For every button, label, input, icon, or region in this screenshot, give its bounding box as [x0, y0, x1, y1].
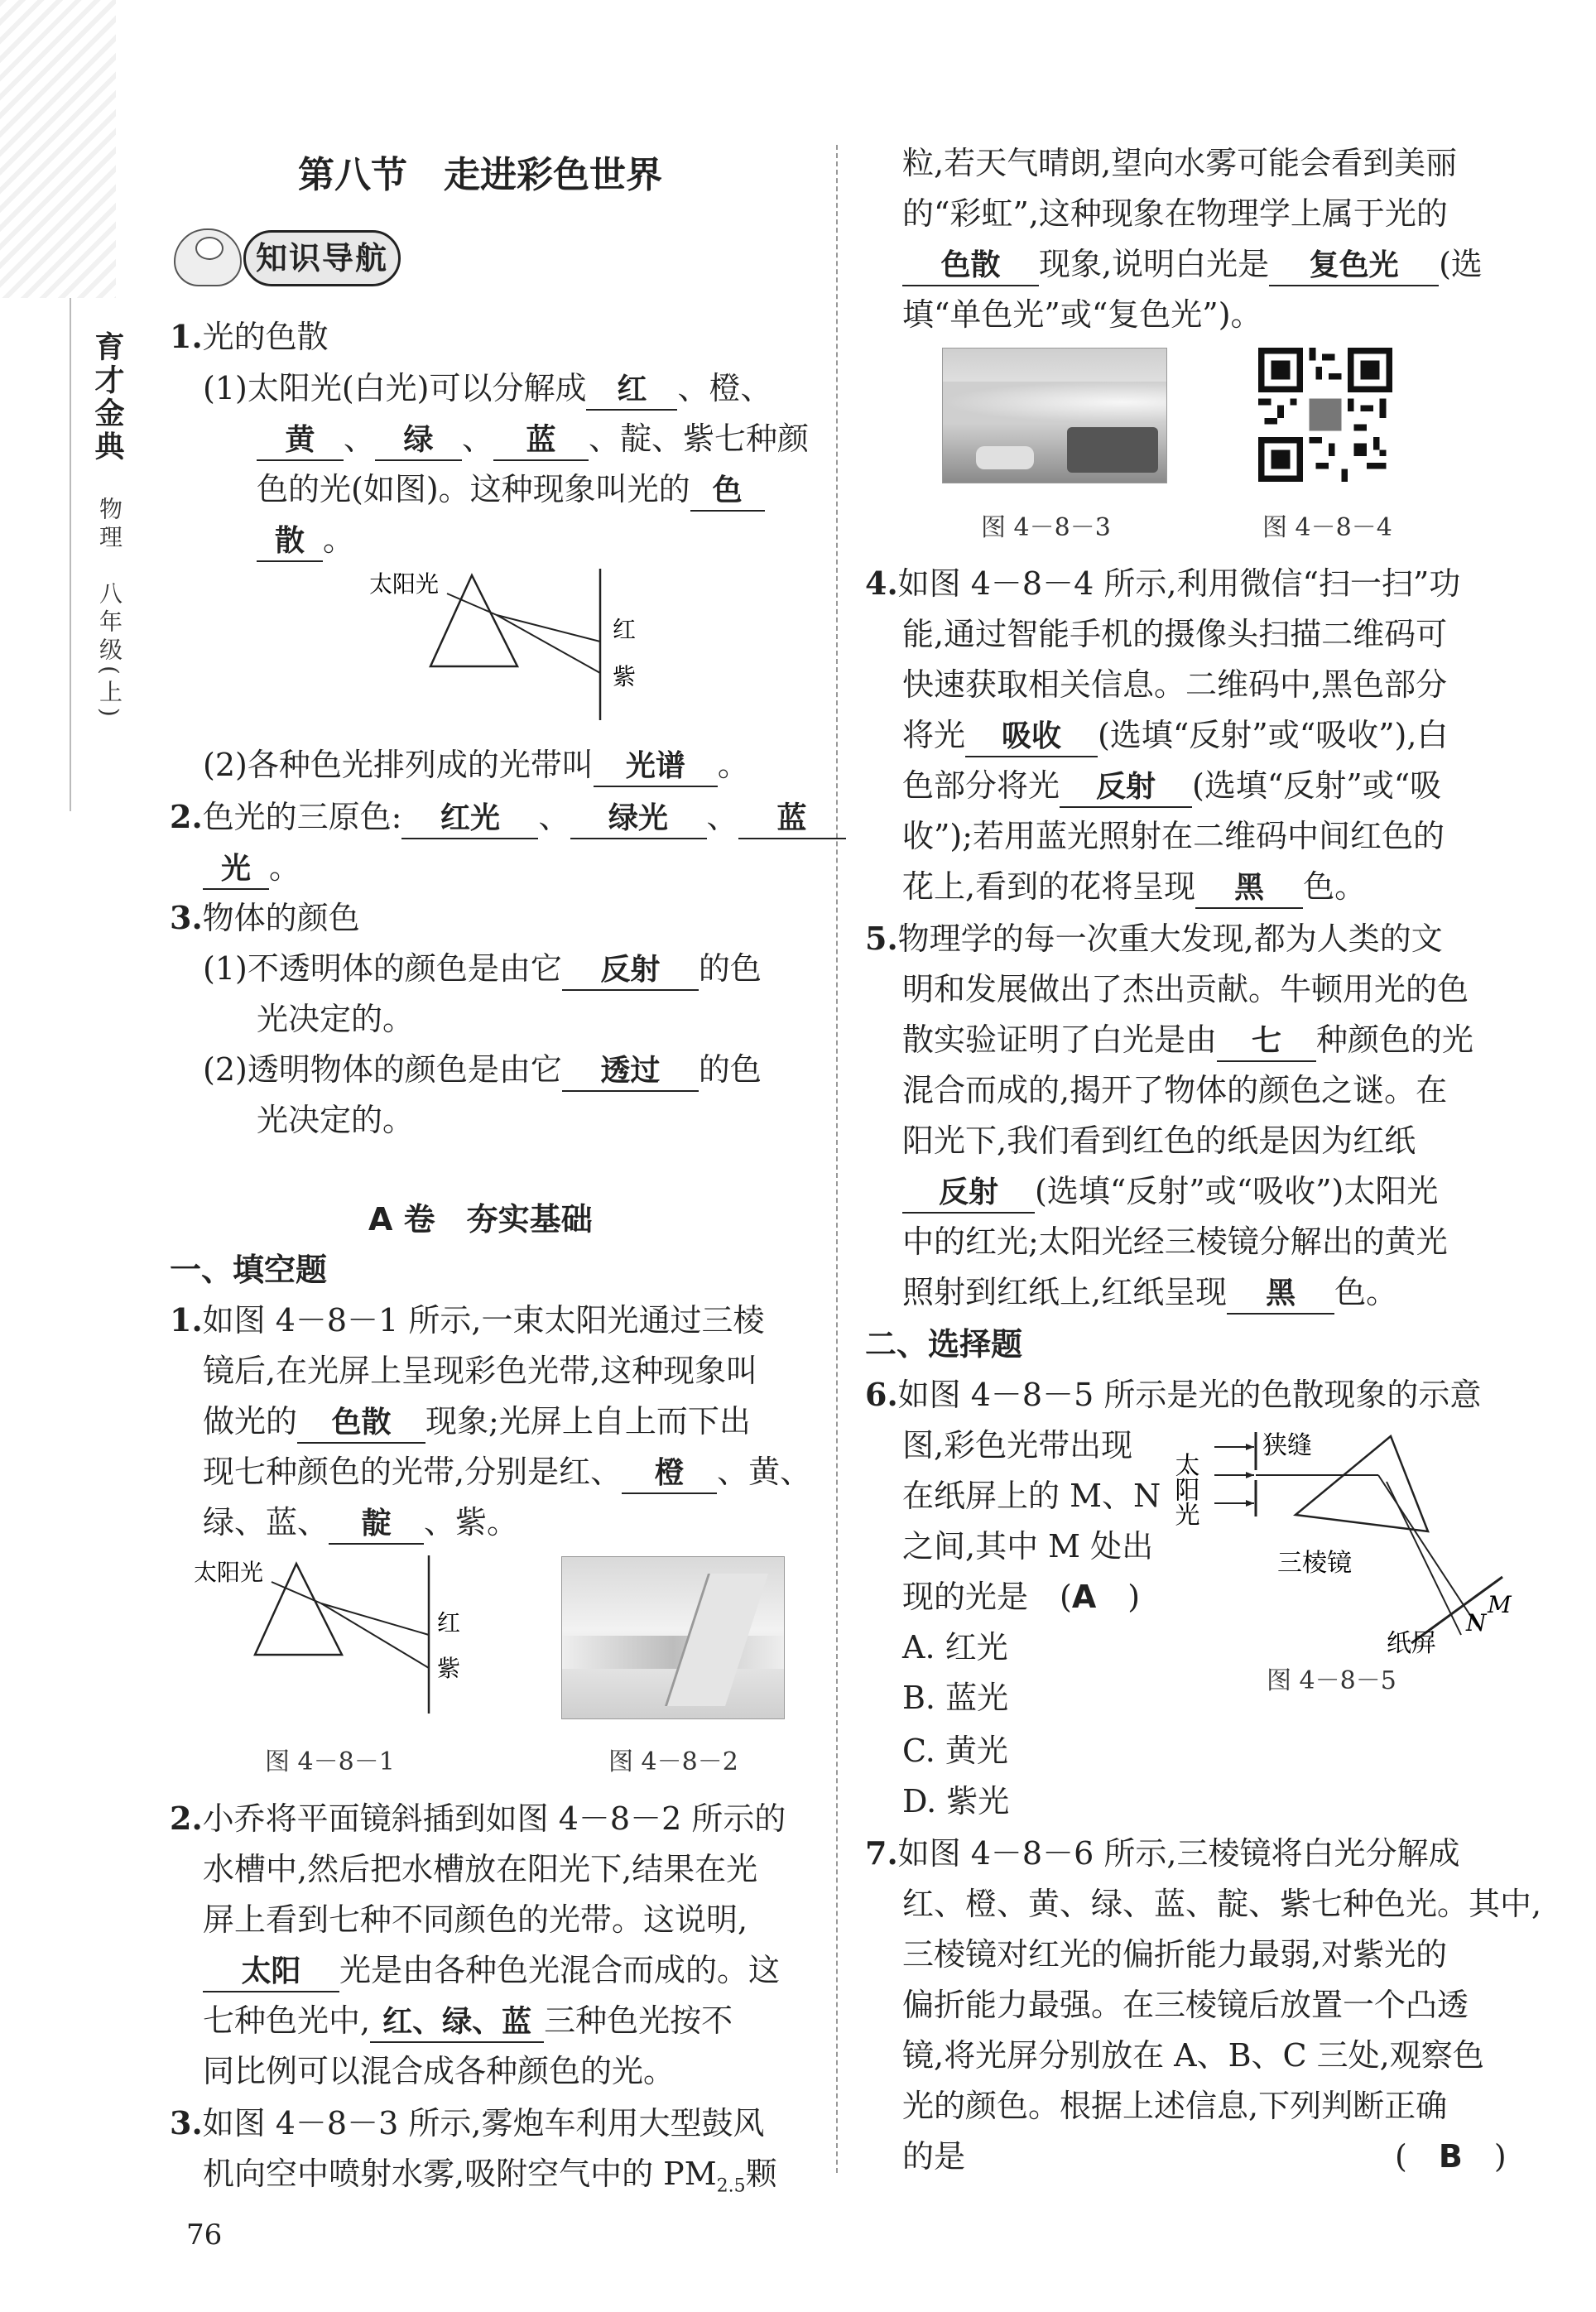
side-divider: [70, 298, 71, 811]
q7-line5: 镜,将光屏分别放在 A、B、C 三处,观察色: [902, 2037, 1484, 2074]
answer-blank: 光: [203, 850, 269, 890]
side-subject-grade: [93, 497, 126, 722]
q1-text-1: 如图 4－8－1 所示,一束太阳光通过三棱: [202, 1302, 765, 1339]
answer-blank: 黑: [1195, 869, 1303, 909]
k2-text: 色光的三原色:: [202, 799, 402, 835]
q5-line6: [902, 1169, 1438, 1214]
fog-cannon-truck: [1067, 427, 1158, 473]
k1-1-line3: [257, 467, 765, 512]
q2-text-5a: 七种色光中,: [203, 2002, 371, 2039]
q4-line1: [865, 561, 1460, 606]
k3-2-text-a: (2)透明物体的颜色是由它: [203, 1051, 562, 1088]
q2-number: 2.: [170, 1800, 203, 1837]
fig4-caption: 图 4－8－4: [1262, 513, 1392, 542]
k1-2-line: [203, 743, 749, 787]
q1-text-4a: 现七种颜色的光带,分别是红、: [203, 1454, 623, 1490]
knowledge-nav-label: 知识导航: [243, 230, 401, 286]
q1-line4: [203, 1449, 811, 1494]
q2-line2: 水槽中,然后把水槽放在阳光下,结果在光: [203, 1851, 758, 1887]
light-band: [562, 1636, 784, 1669]
q1-line3: [203, 1399, 751, 1444]
q2-line6: 同比例可以混合成各种颜色的光。: [203, 2053, 675, 2089]
q2-text-5b: 三种色光按不: [544, 2002, 733, 2039]
q4-text-5b: (选填“反射”或“吸: [1192, 767, 1442, 804]
k3-number: 3.: [170, 899, 203, 936]
answer-blank: 复色光: [1269, 247, 1439, 286]
q1-text-4b: 、黄、: [717, 1454, 812, 1490]
k1-number: 1.: [170, 318, 203, 355]
column-divider: [836, 145, 838, 2173]
q7-answer: B: [1438, 2138, 1463, 2175]
q7-bracket-open: (: [1395, 2138, 1407, 2175]
k3-1-line2: 光决定的。: [257, 1001, 415, 1037]
q5-text-8a: 照射到红纸上,红纸呈现: [902, 1274, 1228, 1310]
fig2-caption: 图 4－8－2: [608, 1747, 738, 1776]
fig1-caption: 图 4－8－1: [265, 1747, 395, 1776]
sun-label-vertical: 太阳光: [1170, 1452, 1199, 1526]
answer-blank: 色散: [902, 247, 1039, 286]
q1-text-5b: 、紫。: [424, 1504, 519, 1541]
q5-text-3a: 散实验证明了白光是由: [902, 1021, 1218, 1058]
k3-2-line1: [203, 1047, 762, 1092]
answer-blank: 太阳: [203, 1953, 339, 1992]
q3-line4: 的“彩虹”,这种现象在物理学上属于光的: [902, 195, 1448, 232]
car: [976, 446, 1034, 469]
m-label: M: [1488, 1591, 1512, 1618]
answer-blank: 绿: [375, 421, 462, 461]
k2-end: 。: [269, 849, 301, 886]
q2-line5: [203, 1998, 733, 2043]
q6-option-d: D. 紫光: [902, 1783, 1010, 1819]
q1-text-3b: 现象;光屏上自上而下出: [425, 1403, 751, 1440]
cartoon-icon: [174, 228, 242, 286]
q6-option-c: C. 黄光: [902, 1733, 1008, 1769]
corner-stripe-decoration: [0, 0, 116, 298]
q3-text-5b: (选: [1439, 246, 1483, 282]
q3-line3: 粒,若天气晴朗,望向水雾可能会看到美丽: [902, 145, 1458, 181]
q7-line7: 的是: [902, 2138, 966, 2175]
q6-line1: [865, 1372, 1481, 1417]
prism-diagram-fig1: [189, 1552, 503, 1718]
answer-blank: 黑: [1227, 1275, 1334, 1315]
q5-line5: 阳光下,我们看到红色的纸是因为红纸: [902, 1122, 1416, 1159]
k3-line: [170, 896, 360, 940]
section-title: 第八节 走进彩色世界: [298, 154, 662, 196]
q6-number: 6.: [865, 1376, 898, 1413]
q4-line5: [902, 763, 1441, 808]
q5-line4: 混合而成的,揭开了物体的颜色之谜。在: [902, 1072, 1448, 1108]
part1-heading: 一、填空题: [170, 1252, 328, 1288]
q2-text-1: 小乔将平面镜斜插到如图 4－8－2 所示的: [202, 1800, 786, 1837]
screen-label: 纸屏: [1387, 1629, 1436, 1658]
prism-diagram-knowledge: [364, 567, 679, 724]
q1-text-5a: 绿、蓝、: [203, 1504, 329, 1541]
q3-text-5a: 现象,说明白光是: [1039, 246, 1270, 282]
q1-line5: [203, 1500, 518, 1545]
q3-text-2a: 机向空中喷射水雾,吸附空气中的 PM: [203, 2156, 717, 2192]
q4-text-5a: 色部分将光: [902, 767, 1060, 804]
k1-1-text-b: 、橙、: [677, 370, 772, 406]
q2-line4: [203, 1948, 780, 1992]
q7-line3: 三棱镜对红光的偏折能力最弱,对紫光的: [902, 1936, 1448, 1973]
prism-label: 三棱镜: [1277, 1549, 1352, 1578]
q3-text-2b: 颗: [745, 2156, 777, 2192]
answer-blank: 靛: [329, 1505, 424, 1545]
q3-pm-subscript: 2.5: [716, 2175, 746, 2197]
q6-text-1: 如图 4－8－5 所示是光的色散现象的示意: [897, 1377, 1482, 1413]
q6-option-a: A. 红光: [902, 1629, 1008, 1666]
k1-1-line1: [203, 366, 772, 411]
red-label: 红: [613, 616, 637, 643]
k1-1-line4: [257, 517, 354, 562]
answer-blank: 反射: [1060, 768, 1192, 808]
answer-blank: 透过: [562, 1052, 699, 1092]
k2-line2: [203, 845, 300, 890]
side-subject: 物理: [96, 497, 123, 553]
q3-line2: [203, 2151, 777, 2209]
fig3-caption: 图 4－8－3: [981, 513, 1111, 542]
violet-label: 紫: [613, 663, 637, 690]
q3-line5: [902, 242, 1483, 286]
q4-line2: 能,通过智能手机的摄像头扫描二维码可: [902, 616, 1448, 652]
q5-text-8b: 色。: [1334, 1274, 1398, 1310]
q7-line6: 光的颜色。根据上述信息,下列判断正确: [902, 2088, 1448, 2124]
q4-line4: [902, 713, 1448, 757]
q2-line1: [170, 1796, 786, 1841]
n-label: N: [1466, 1609, 1487, 1637]
k3-1-line1: [203, 946, 762, 991]
answer-blank: 橙: [622, 1454, 717, 1494]
q4-number: 4.: [865, 565, 898, 602]
dispersion-diagram-fig5: [1170, 1424, 1512, 1658]
side-brand: 育才金典: [90, 331, 125, 464]
k2-number: 2.: [170, 798, 203, 835]
q6-line5: [902, 1574, 1140, 1619]
section-a-heading: A 卷 夯实基础: [368, 1201, 593, 1238]
k1-1-line2: 黄 、 绿 、 蓝 、靛、紫七种颜: [257, 416, 809, 461]
sun-label: 太阳光: [194, 1559, 264, 1586]
q5-line2: 明和发展做出了杰出贡献。牛顿用光的色: [902, 971, 1469, 1007]
k3-1-text-b: 的色: [698, 950, 762, 987]
q6-answer: A: [1071, 1579, 1097, 1615]
q3-line6: 填“单色光”或“复色光”)。: [902, 296, 1262, 333]
q2-text-4: 光是由各种色光混合而成的。这: [339, 1952, 781, 1988]
k3-2-text-b: 的色: [698, 1051, 762, 1088]
q2-line3: 屏上看到七种不同颜色的光带。这说明,: [203, 1901, 748, 1938]
answer-blank: 七: [1217, 1022, 1316, 1062]
k1-1-text-c: 、靛、紫七种颜: [589, 421, 810, 457]
q7-number: 7.: [865, 1834, 898, 1872]
slit-label: 狭缝: [1262, 1431, 1312, 1460]
q5-number: 5.: [865, 920, 898, 957]
answer-blank: 色散: [297, 1404, 425, 1444]
q1-line2: 镜后,在光屏上呈现彩色光带,这种现象叫: [203, 1353, 758, 1389]
q6-line4: 之间,其中 M 处出: [902, 1528, 1154, 1565]
answer-blank: 绿光: [570, 800, 707, 839]
fig5-caption: 图 4－8－5: [1267, 1666, 1396, 1695]
answer-blank: 蓝: [738, 800, 846, 839]
red-label: 红: [437, 1609, 461, 1637]
q6-text-5a: 现的光是 (: [902, 1579, 1072, 1615]
qr-code-image: [1258, 348, 1392, 482]
side-grade: 八年级(上): [96, 581, 123, 722]
k3-text: 物体的颜色: [202, 900, 360, 936]
q4-text-1: 如图 4－8－4 所示,利用微信“扫一扫”功: [897, 565, 1461, 602]
fig3-photo: [942, 348, 1167, 483]
q6-line2: 图,彩色光带出现: [902, 1427, 1133, 1464]
answer-blank: 反射: [902, 1174, 1035, 1214]
k1-2-text-b: 。: [717, 747, 749, 783]
q5-text-1: 物理学的每一次重大发现,都为人类的文: [897, 920, 1443, 957]
q5-line1: [865, 916, 1443, 961]
knowledge-nav-badge: [174, 224, 422, 290]
q5-line3: [902, 1017, 1473, 1062]
answer-blank: 红光: [401, 800, 538, 839]
q7-line2: 红、橙、黄、绿、蓝、靛、紫七种色光。其中,: [902, 1886, 1542, 1922]
q6-text-5b: ): [1127, 1579, 1141, 1615]
k2-line1: 2.色光的三原色: 红光 、 绿光 、 蓝: [170, 795, 846, 839]
q7-line1: [865, 1831, 1459, 1876]
part2-heading: 二、选择题: [865, 1326, 1023, 1363]
answer-blank: 色: [690, 472, 765, 512]
k1-1-text-a: (1)太阳光(白光)可以分解成: [203, 370, 587, 406]
q3-text-1: 如图 4－8－3 所示,雾炮车利用大型鼓风: [202, 2105, 765, 2141]
answer-blank: 红: [586, 371, 677, 411]
q1-line1: [170, 1298, 764, 1343]
k1-1-text-d: 色的光(如图)。这种现象叫光的: [257, 471, 690, 507]
violet-label: 紫: [437, 1655, 461, 1682]
page-number: 76: [186, 2218, 223, 2252]
answer-blank: 吸收: [965, 718, 1098, 757]
answer-blank: 反射: [562, 951, 699, 991]
q4-text-7b: 色。: [1303, 868, 1367, 905]
q7-text-1: 如图 4－8－6 所示,三棱镜将白光分解成: [897, 1835, 1460, 1872]
q7-answer-bracket: [1395, 2134, 1507, 2179]
k3-1-text-a: (1)不透明体的颜色是由它: [203, 950, 562, 987]
k1-text: 光的色散: [202, 319, 329, 355]
k1-line: [170, 315, 329, 359]
k3-2-line2: 光决定的。: [257, 1102, 415, 1138]
q5-text-6: (选填“反射”或“吸收”)太阳光: [1035, 1173, 1439, 1209]
q4-line3: 快速获取相关信息。二维码中,黑色部分: [902, 666, 1448, 703]
sun-label: 太阳光: [369, 570, 440, 598]
q4-text-4a: 将光: [902, 717, 966, 753]
q4-text-7a: 花上,看到的花将呈现: [902, 868, 1196, 905]
q4-line7: [902, 864, 1366, 909]
q6-option-b: B. 蓝光: [902, 1680, 1009, 1716]
q5-text-3b: 种颜色的光: [1316, 1021, 1474, 1058]
q4-line6: 收”);若用蓝光照射在二维码中间红色的: [902, 818, 1445, 854]
q3-number: 3.: [170, 2104, 203, 2141]
answer-blank: 蓝: [493, 421, 589, 461]
q4-text-4b: (选填“反射”或“吸收”),白: [1098, 717, 1449, 753]
q7-line4: 偏折能力最强。在三棱镜后放置一个凸透: [902, 1987, 1469, 2023]
k1-2-text-a: (2)各种色光排列成的光带叫: [203, 747, 594, 783]
q1-text-3a: 做光的: [203, 1403, 298, 1440]
answer-blank: 散: [257, 522, 323, 562]
q7-bracket-close: ): [1493, 2138, 1507, 2175]
answer-blank: 黄: [257, 421, 344, 461]
fig2-photo: [561, 1556, 785, 1719]
answer-blank: 光谱: [594, 747, 718, 787]
q1-number: 1.: [170, 1301, 203, 1339]
k1-1-text-e: 。: [323, 522, 355, 558]
q5-line8: [902, 1270, 1397, 1315]
water-mist: [943, 382, 1166, 423]
q5-line7: 中的红光;太阳光经三棱镜分解出的黄光: [902, 1223, 1448, 1260]
q6-line3: 在纸屏上的 M、N: [902, 1478, 1161, 1514]
answer-blank: 红、绿、蓝: [370, 2003, 544, 2043]
q3-line1: [170, 2101, 764, 2146]
